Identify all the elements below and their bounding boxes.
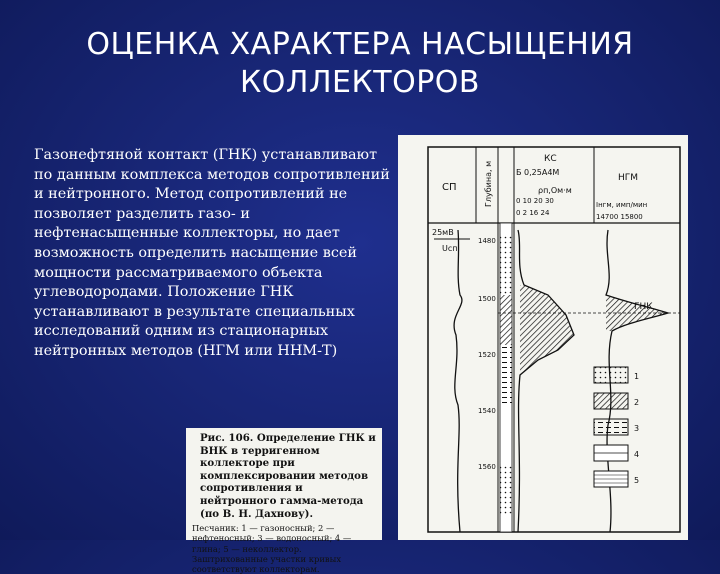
rho-ticks-2: 0 2 16 24 — [516, 209, 550, 217]
sp-curve — [454, 230, 462, 532]
well-log-figure — [398, 135, 688, 540]
sp-scale-bottom: Uсп — [442, 244, 458, 253]
lithology-legend — [594, 367, 639, 487]
legend-num-4: 4 — [634, 450, 640, 459]
caption-legend: Песчаник: 1 — газоносный; 2 — нефтеносный; 3 — водоносный; 4 — глина; 5 — неколлектор. Заштрихованные участки кривых соответствуют коллекторам. — [192, 523, 352, 574]
ks-label: КС — [544, 154, 557, 164]
sp-scale-top: 25мВ — [432, 228, 454, 237]
depth-scale — [478, 237, 496, 471]
well-log-diagram — [398, 135, 688, 540]
ks-curve — [518, 230, 574, 532]
ks-shaded-zone — [520, 285, 574, 375]
body-paragraph: Газонефтяной контакт (ГНК) устанавливают по данным комплекса методов сопротивлений и нейтронного. Метод сопротивлений не позволяет разделить газо- и нефтенасыщенные коллекторы, но дает возможность определить насыщение всей мощности рассматриваемого объекта углеводородами. Положение ГНК устанавливают в результате специальных исследований одним из стационарных нейтронных методов (НГМ или ННМ-Т) — [34, 147, 390, 359]
depth-1500: 1500 — [478, 295, 496, 303]
figure-caption — [186, 428, 382, 574]
ks-probe-label: Б 0,25А4М — [516, 168, 560, 177]
col-sp-label: СП — [442, 182, 457, 193]
title-line-1: ОЦЕНКА ХАРАКТЕРА НАСЫЩЕНИЯ — [86, 27, 634, 62]
depth-1520: 1520 — [478, 351, 496, 359]
legend-num-3: 3 — [634, 424, 640, 433]
gnk-label: ГНК — [634, 302, 653, 312]
caption-main: Рис. 106. Определение ГНК и ВНК в терригенном коллекторе при комплексировании методов сопротивления и нейтронного гамма-метода (по В. Н. Дахнову). — [200, 432, 376, 520]
depth-1560: 1560 — [478, 463, 496, 471]
slide-title — [0, 26, 720, 102]
ngm-label: НГМ — [618, 173, 639, 183]
rho-label: ρп,Ом·м — [538, 186, 572, 195]
col-depth-label: Глубина, м — [484, 160, 493, 207]
depth-1540: 1540 — [478, 407, 496, 415]
legend-num-1: 1 — [634, 372, 640, 381]
ingm-label: Iнгм, имп/мин — [596, 201, 648, 209]
title-line-2: КОЛЛЕКТОРОВ — [239, 65, 480, 100]
rho-ticks: 0 10 20 30 — [516, 197, 554, 205]
legend-num-5: 5 — [634, 476, 640, 485]
depth-1480: 1480 — [478, 237, 496, 245]
legend-num-2: 2 — [634, 398, 640, 407]
ingm-ticks: 14700 15800 — [596, 213, 643, 221]
